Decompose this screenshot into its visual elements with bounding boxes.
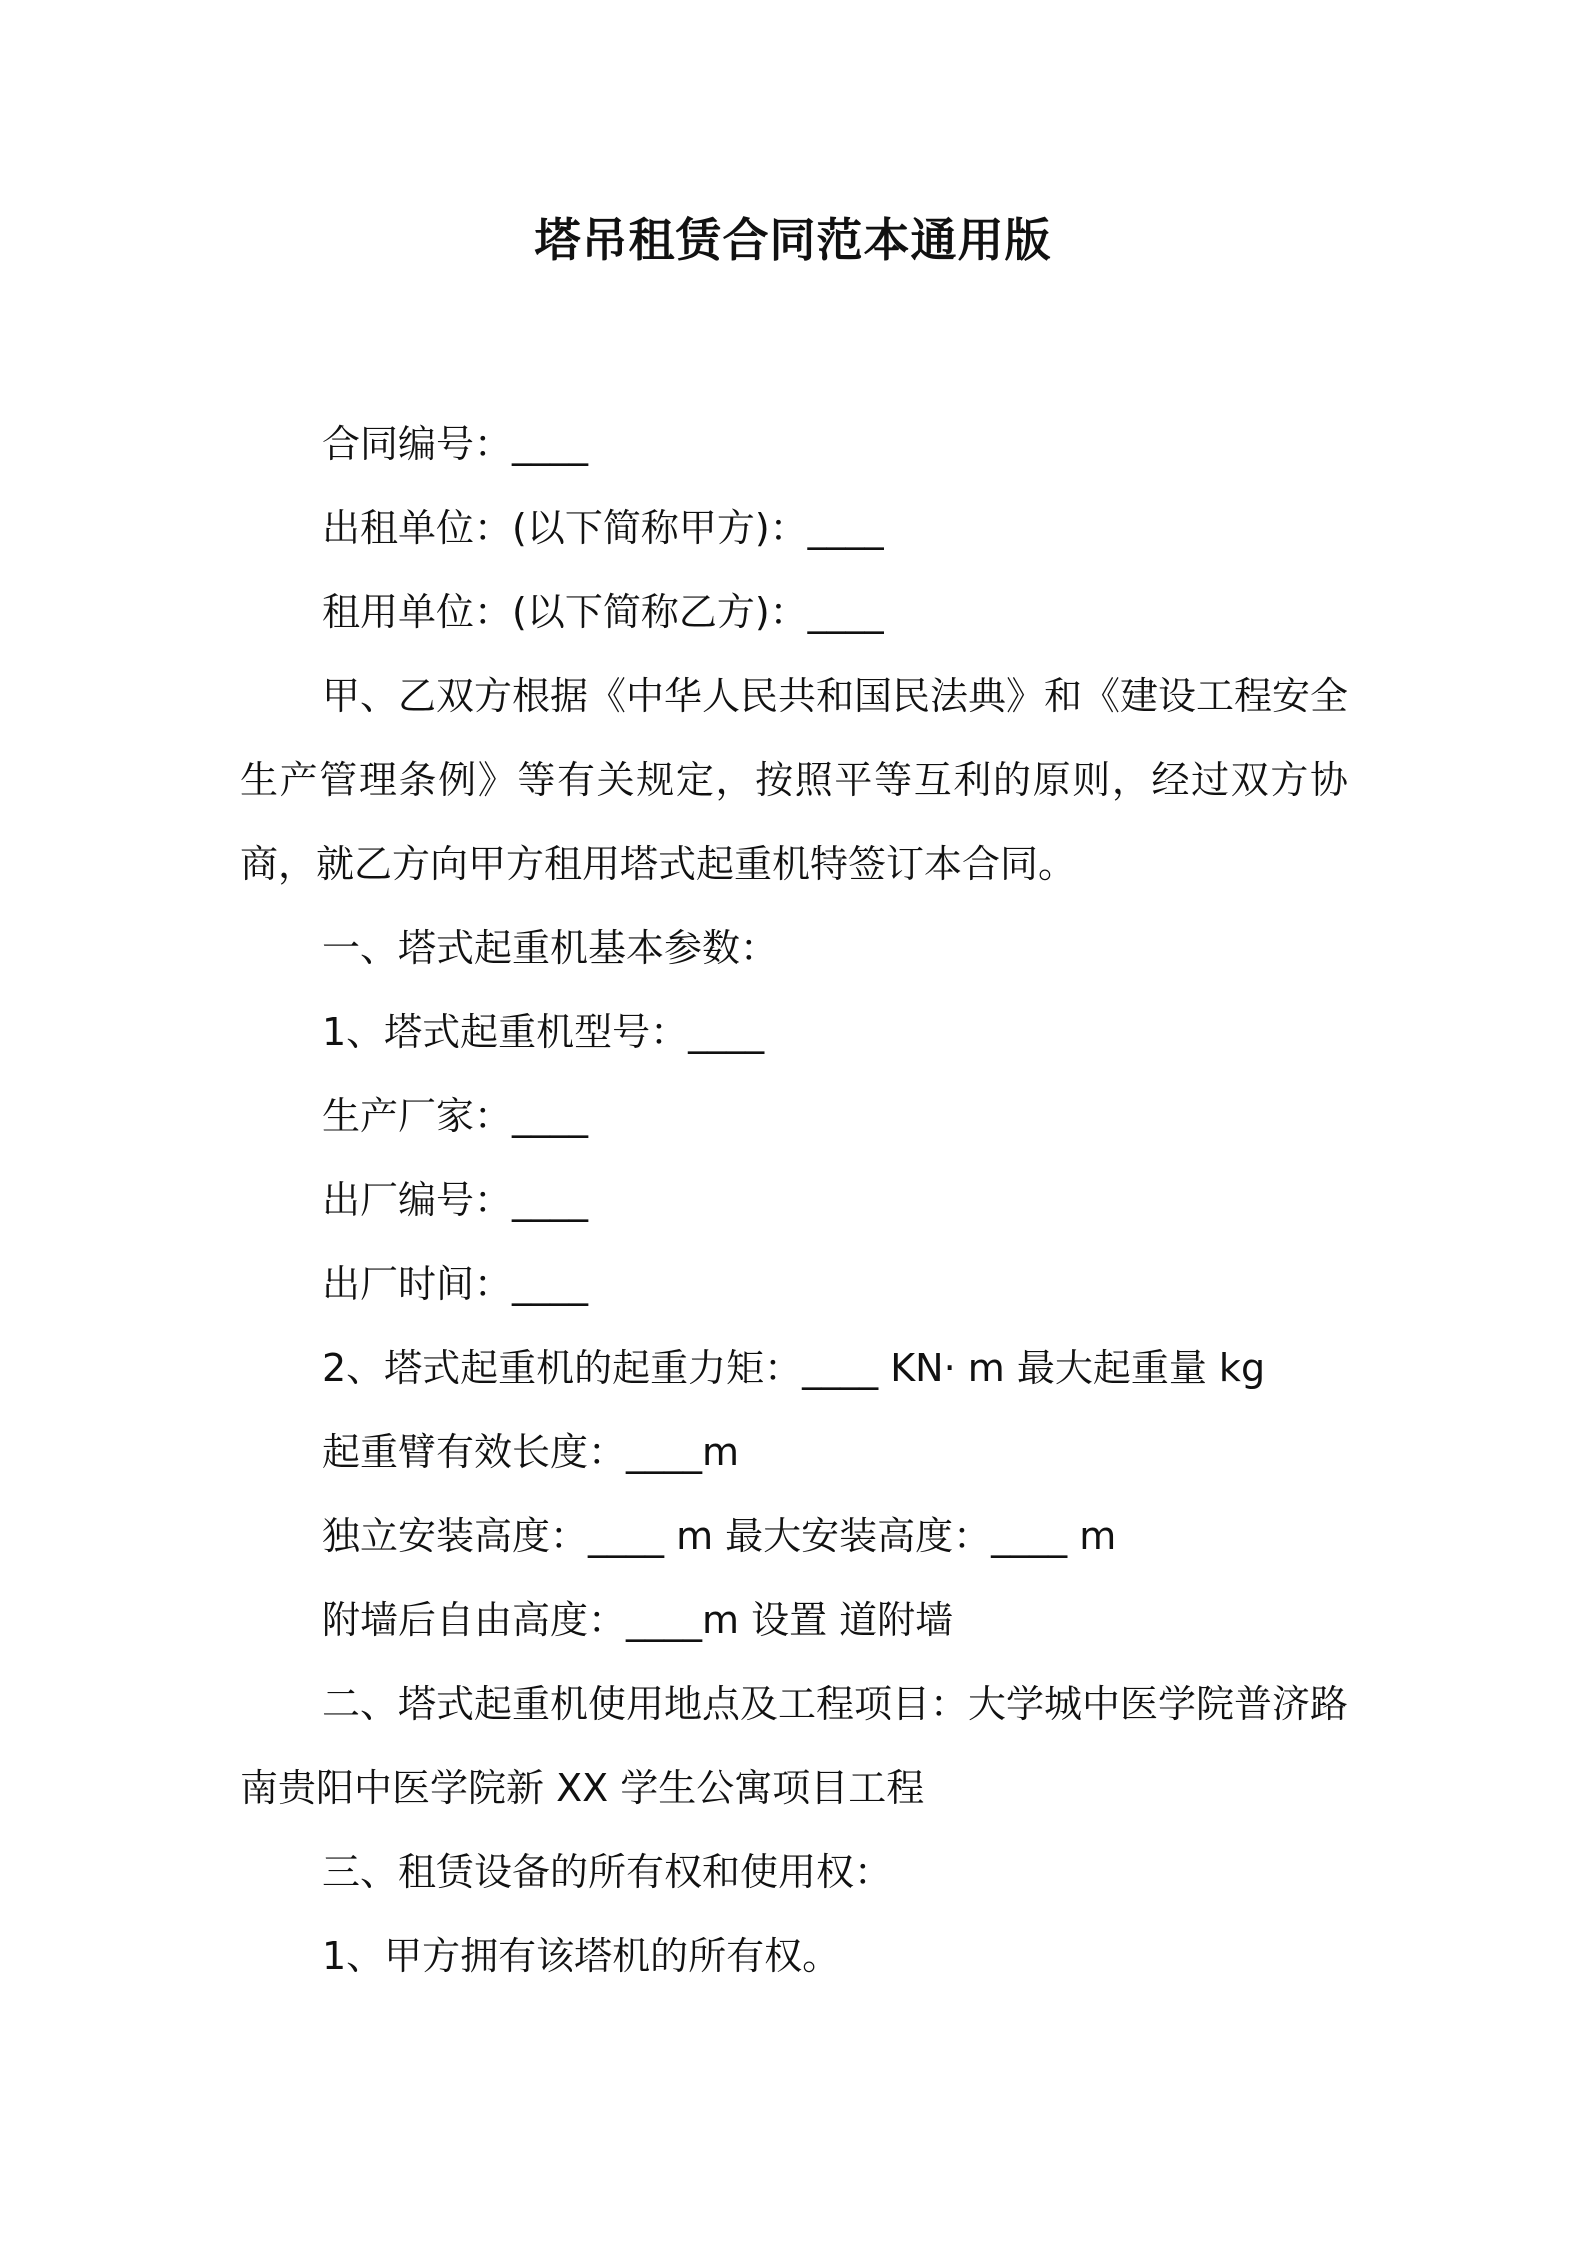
contract-number-line: 合同编号：____ <box>322 422 589 466</box>
section-2-paragraph: 二、塔式起重机使用地点及工程项目：大学城中医学院普济路南贵阳中医学院新 XX 学生公寓项目工程 <box>240 1682 1349 1810</box>
section-3-heading: 三、租赁设备的所有权和使用权： <box>322 1850 893 1894</box>
lifting-moment-line: 2、塔式起重机的起重力矩：____ KN· m 最大起重量 kg <box>322 1346 1266 1390</box>
manufacturer-line: 生产厂家：____ <box>322 1094 589 1138</box>
crane-model-line: 1、塔式起重机型号：____ <box>322 1010 765 1054</box>
serial-number-line: 出厂编号：____ <box>322 1178 589 1222</box>
lessee-line: 租用单位：(以下简称乙方)：____ <box>322 590 884 634</box>
section-1-heading: 一、塔式起重机基本参数： <box>322 926 779 970</box>
intro-paragraph: 甲、乙双方根据《中华人民共和国民法典》和《建设工程安全生产管理条例》等有关规定，按照平等互利的原则，经过双方协商，就乙方向甲方租用塔式起重机特签订本合同。 <box>240 674 1349 886</box>
ownership-line: 1、甲方拥有该塔机的所有权。 <box>322 1934 841 1978</box>
jib-length-line: 起重臂有效长度：____m <box>322 1430 740 1474</box>
lessor-line: 出租单位：(以下简称甲方)：____ <box>322 506 884 550</box>
document-title: 塔吊租赁合同范本通用版 <box>534 213 1052 267</box>
manufacture-date-line: 出厂时间：____ <box>322 1262 589 1306</box>
free-height-line: 附墙后自由高度：____m 设置 道附墙 <box>322 1598 954 1642</box>
install-height-line: 独立安装高度：____ m 最大安装高度：____ m <box>322 1514 1117 1558</box>
document-body <box>240 402 1348 1998</box>
